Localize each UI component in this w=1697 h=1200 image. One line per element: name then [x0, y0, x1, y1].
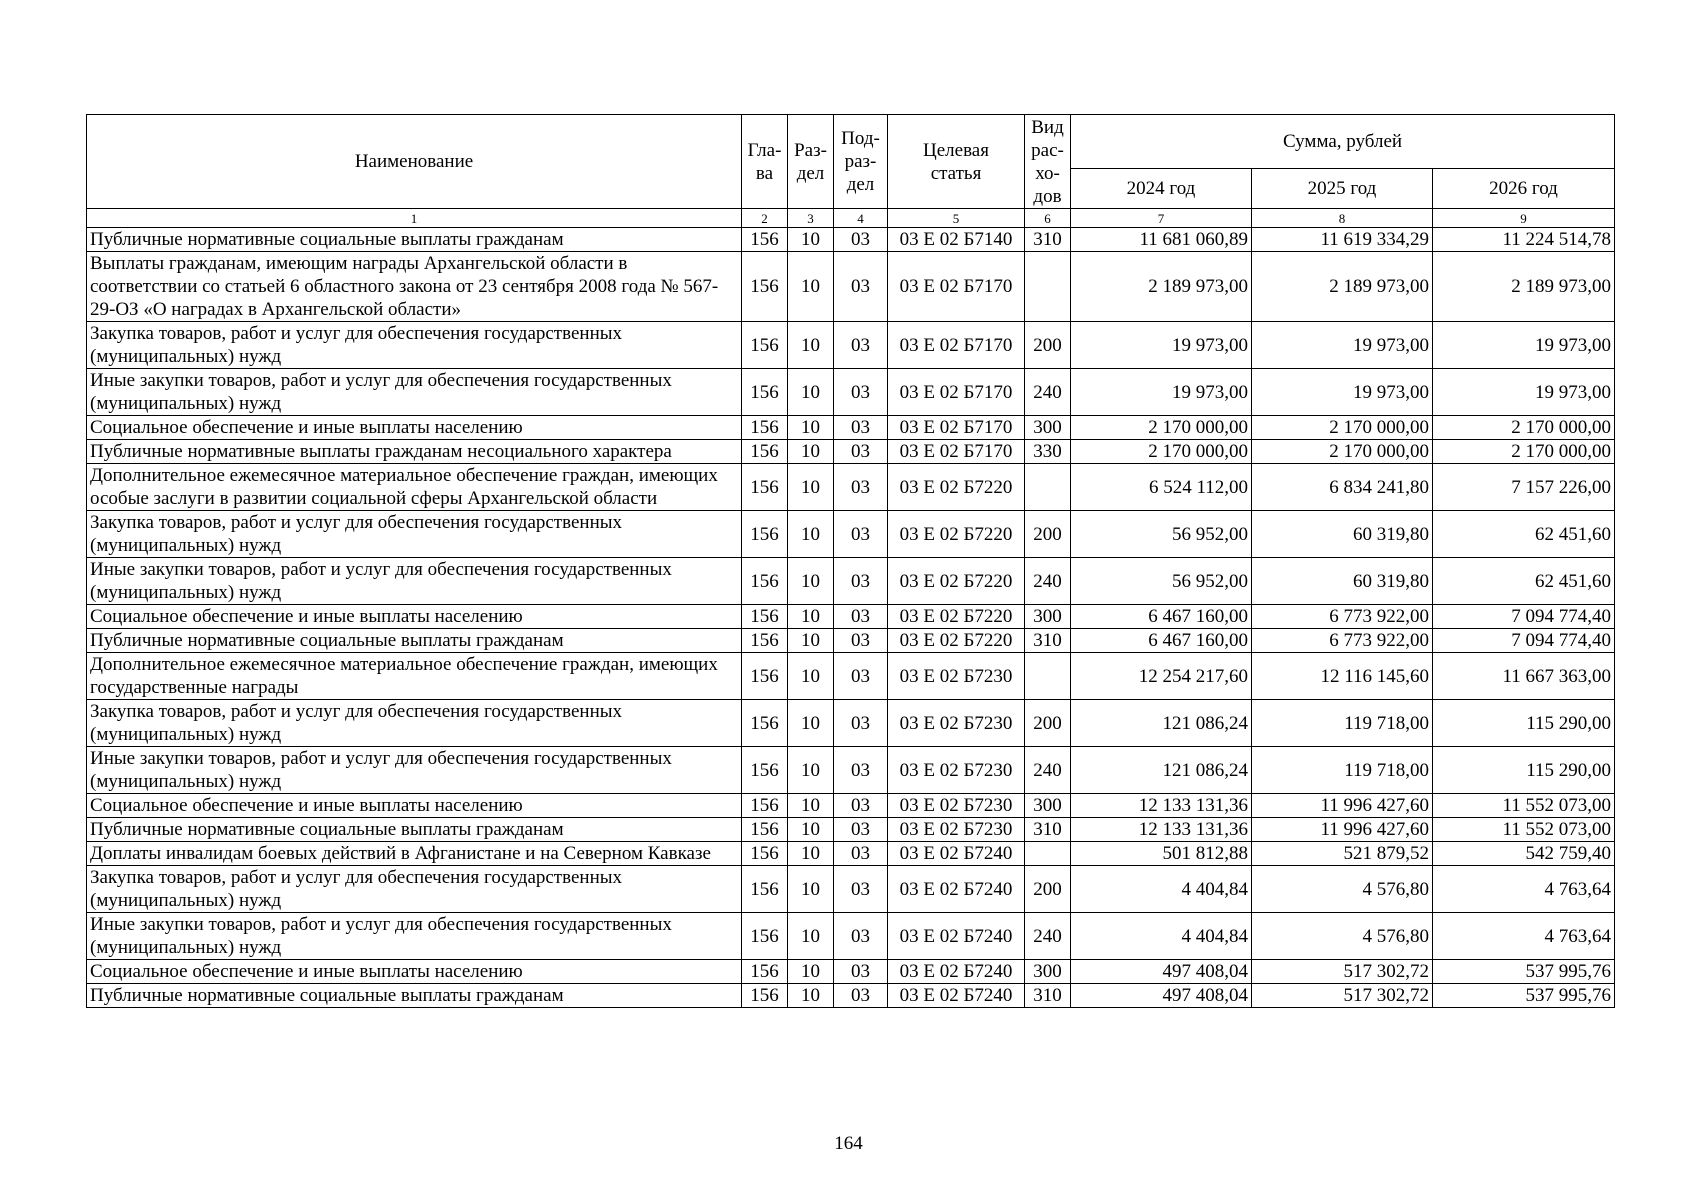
cell-target: 03 Е 02 Б7170	[888, 369, 1025, 416]
cell-target: 03 Е 02 Б7240	[888, 984, 1025, 1008]
cell-sum-2026: 7 094 774,40	[1433, 605, 1615, 629]
cell-sum-2024: 56 952,00	[1071, 558, 1252, 605]
table-row	[87, 416, 1615, 440]
cell-chapter: 156	[742, 605, 788, 629]
cell-chapter: 156	[742, 464, 788, 511]
cell-subsection: 03	[834, 984, 888, 1008]
cell-expense-type	[1025, 252, 1071, 322]
table-row	[87, 369, 1615, 416]
table-row	[87, 700, 1615, 747]
table-row	[87, 322, 1615, 369]
cell-sum-2024: 19 973,00	[1071, 369, 1252, 416]
cell-sum-2026: 537 995,76	[1433, 960, 1615, 984]
cell-sum-2024: 56 952,00	[1071, 511, 1252, 558]
cell-subsection: 03	[834, 605, 888, 629]
cell-chapter: 156	[742, 369, 788, 416]
cell-expense-type: 200	[1025, 700, 1071, 747]
cell-sum-2025: 11 996 427,60	[1252, 794, 1433, 818]
cell-section: 10	[788, 464, 834, 511]
table-row	[87, 252, 1615, 322]
cell-name: Социальное обеспечение и иные выплаты населению	[87, 605, 742, 629]
cell-section: 10	[788, 322, 834, 369]
cell-name: Закупка товаров, работ и услуг для обеспечения государственных (муниципальных) нужд	[87, 511, 742, 558]
column-number: 9	[1433, 209, 1615, 228]
cell-subsection: 03	[834, 866, 888, 913]
table-row	[87, 913, 1615, 960]
cell-sum-2025: 6 773 922,00	[1252, 605, 1433, 629]
header-chapter: Гла- ва	[742, 115, 788, 209]
cell-sum-2024: 6 467 160,00	[1071, 605, 1252, 629]
page-number: 164	[834, 1133, 863, 1154]
table-row	[87, 747, 1615, 794]
cell-section: 10	[788, 653, 834, 700]
cell-sum-2026: 19 973,00	[1433, 322, 1615, 369]
column-number: 3	[788, 209, 834, 228]
cell-expense-type: 200	[1025, 322, 1071, 369]
cell-chapter: 156	[742, 511, 788, 558]
cell-target: 03 Е 02 Б7170	[888, 322, 1025, 369]
cell-subsection: 03	[834, 913, 888, 960]
cell-expense-type: 200	[1025, 866, 1071, 913]
cell-chapter: 156	[742, 322, 788, 369]
cell-sum-2026: 11 224 514,78	[1433, 228, 1615, 252]
cell-sum-2024: 11 681 060,89	[1071, 228, 1252, 252]
header-name: Наименование	[87, 115, 742, 209]
cell-subsection: 03	[834, 252, 888, 322]
cell-name: Иные закупки товаров, работ и услуг для обеспечения государственных (муниципальных) нужд	[87, 747, 742, 794]
cell-sum-2026: 7 094 774,40	[1433, 629, 1615, 653]
cell-name: Социальное обеспечение и иные выплаты населению	[87, 416, 742, 440]
cell-expense-type	[1025, 653, 1071, 700]
cell-sum-2024: 12 133 131,36	[1071, 818, 1252, 842]
cell-sum-2024: 12 254 217,60	[1071, 653, 1252, 700]
cell-sum-2024: 2 170 000,00	[1071, 416, 1252, 440]
cell-sum-2026: 4 763,64	[1433, 866, 1615, 913]
cell-name: Публичные нормативные социальные выплаты гражданам	[87, 984, 742, 1008]
cell-name: Закупка товаров, работ и услуг для обеспечения государственных (муниципальных) нужд	[87, 866, 742, 913]
table-row	[87, 605, 1615, 629]
cell-chapter: 156	[742, 629, 788, 653]
cell-sum-2025: 11 619 334,29	[1252, 228, 1433, 252]
cell-expense-type: 240	[1025, 747, 1071, 794]
cell-expense-type: 330	[1025, 440, 1071, 464]
cell-name: Дополнительное ежемесячное материальное обеспечение граждан, имеющих государственные награды	[87, 653, 742, 700]
table-row	[87, 558, 1615, 605]
cell-subsection: 03	[834, 747, 888, 794]
cell-sum-2025: 521 879,52	[1252, 842, 1433, 866]
cell-expense-type: 300	[1025, 960, 1071, 984]
cell-name: Публичные нормативные выплаты гражданам несоциального характера	[87, 440, 742, 464]
cell-sum-2026: 537 995,76	[1433, 984, 1615, 1008]
cell-subsection: 03	[834, 629, 888, 653]
table-row	[87, 984, 1615, 1008]
cell-subsection: 03	[834, 464, 888, 511]
cell-subsection: 03	[834, 322, 888, 369]
cell-section: 10	[788, 866, 834, 913]
cell-sum-2024: 6 524 112,00	[1071, 464, 1252, 511]
cell-name: Публичные нормативные социальные выплаты гражданам	[87, 818, 742, 842]
table-row	[87, 464, 1615, 511]
table-row	[87, 440, 1615, 464]
header-subsection: Под- раз- дел	[834, 115, 888, 209]
cell-chapter: 156	[742, 866, 788, 913]
cell-sum-2025: 12 116 145,60	[1252, 653, 1433, 700]
cell-expense-type: 310	[1025, 984, 1071, 1008]
cell-target: 03 Е 02 Б7220	[888, 464, 1025, 511]
cell-sum-2026: 4 763,64	[1433, 913, 1615, 960]
table-row	[87, 511, 1615, 558]
cell-section: 10	[788, 416, 834, 440]
cell-sum-2024: 2 170 000,00	[1071, 440, 1252, 464]
cell-sum-2025: 11 996 427,60	[1252, 818, 1433, 842]
cell-subsection: 03	[834, 653, 888, 700]
cell-expense-type	[1025, 842, 1071, 866]
cell-name: Закупка товаров, работ и услуг для обеспечения государственных (муниципальных) нужд	[87, 322, 742, 369]
cell-sum-2025: 517 302,72	[1252, 960, 1433, 984]
cell-sum-2024: 121 086,24	[1071, 700, 1252, 747]
cell-sum-2025: 119 718,00	[1252, 700, 1433, 747]
cell-section: 10	[788, 511, 834, 558]
cell-name: Закупка товаров, работ и услуг для обеспечения государственных (муниципальных) нужд	[87, 700, 742, 747]
header-section: Раз- дел	[788, 115, 834, 209]
cell-target: 03 Е 02 Б7240	[888, 866, 1025, 913]
cell-expense-type	[1025, 464, 1071, 511]
cell-subsection: 03	[834, 369, 888, 416]
table-row	[87, 818, 1615, 842]
cell-chapter: 156	[742, 416, 788, 440]
column-number: 7	[1071, 209, 1252, 228]
header-year-2026: 2026 год	[1433, 169, 1615, 209]
cell-sum-2025: 19 973,00	[1252, 369, 1433, 416]
cell-chapter: 156	[742, 440, 788, 464]
cell-sum-2026: 7 157 226,00	[1433, 464, 1615, 511]
cell-expense-type: 310	[1025, 629, 1071, 653]
cell-name: Доплаты инвалидам боевых действий в Афганистане и на Северном Кавказе	[87, 842, 742, 866]
cell-subsection: 03	[834, 700, 888, 747]
cell-chapter: 156	[742, 984, 788, 1008]
cell-name: Социальное обеспечение и иные выплаты населению	[87, 960, 742, 984]
cell-name: Публичные нормативные социальные выплаты гражданам	[87, 228, 742, 252]
table-row	[87, 866, 1615, 913]
cell-target: 03 Е 02 Б7140	[888, 228, 1025, 252]
cell-target: 03 Е 02 Б7170	[888, 440, 1025, 464]
cell-section: 10	[788, 369, 834, 416]
cell-name: Иные закупки товаров, работ и услуг для обеспечения государственных (муниципальных) нужд	[87, 913, 742, 960]
cell-target: 03 Е 02 Б7220	[888, 511, 1025, 558]
cell-sum-2024: 4 404,84	[1071, 913, 1252, 960]
table-row	[87, 842, 1615, 866]
table-row	[87, 228, 1615, 252]
cell-sum-2025: 119 718,00	[1252, 747, 1433, 794]
cell-target: 03 Е 02 Б7240	[888, 960, 1025, 984]
cell-expense-type: 310	[1025, 818, 1071, 842]
cell-section: 10	[788, 913, 834, 960]
table-row	[87, 794, 1615, 818]
cell-section: 10	[788, 842, 834, 866]
cell-chapter: 156	[742, 653, 788, 700]
cell-target: 03 Е 02 Б7230	[888, 747, 1025, 794]
cell-name: Социальное обеспечение и иные выплаты населению	[87, 794, 742, 818]
cell-sum-2025: 2 170 000,00	[1252, 416, 1433, 440]
cell-sum-2025: 60 319,80	[1252, 558, 1433, 605]
cell-subsection: 03	[834, 960, 888, 984]
cell-target: 03 Е 02 Б7240	[888, 913, 1025, 960]
column-number: 5	[888, 209, 1025, 228]
cell-sum-2025: 4 576,80	[1252, 866, 1433, 913]
cell-expense-type: 200	[1025, 511, 1071, 558]
cell-section: 10	[788, 629, 834, 653]
cell-sum-2025: 19 973,00	[1252, 322, 1433, 369]
cell-section: 10	[788, 747, 834, 794]
cell-sum-2024: 2 189 973,00	[1071, 252, 1252, 322]
cell-subsection: 03	[834, 818, 888, 842]
header-sum: Сумма, рублей	[1071, 115, 1615, 169]
cell-sum-2024: 6 467 160,00	[1071, 629, 1252, 653]
header-target: Целевая статья	[888, 115, 1025, 209]
cell-expense-type: 240	[1025, 369, 1071, 416]
cell-expense-type: 300	[1025, 794, 1071, 818]
cell-target: 03 Е 02 Б7170	[888, 416, 1025, 440]
column-number: 4	[834, 209, 888, 228]
cell-chapter: 156	[742, 252, 788, 322]
cell-target: 03 Е 02 Б7220	[888, 558, 1025, 605]
cell-sum-2026: 19 973,00	[1433, 369, 1615, 416]
cell-sum-2024: 497 408,04	[1071, 960, 1252, 984]
cell-expense-type: 300	[1025, 605, 1071, 629]
cell-chapter: 156	[742, 794, 788, 818]
cell-sum-2026: 542 759,40	[1433, 842, 1615, 866]
cell-sum-2025: 6 773 922,00	[1252, 629, 1433, 653]
header-expense-type: Вид рас- хо- дов	[1025, 115, 1071, 209]
cell-subsection: 03	[834, 842, 888, 866]
table-body	[87, 228, 1615, 1008]
cell-section: 10	[788, 818, 834, 842]
cell-sum-2026: 11 667 363,00	[1433, 653, 1615, 700]
cell-sum-2025: 4 576,80	[1252, 913, 1433, 960]
cell-sum-2024: 4 404,84	[1071, 866, 1252, 913]
cell-target: 03 Е 02 Б7230	[888, 653, 1025, 700]
cell-chapter: 156	[742, 842, 788, 866]
cell-sum-2026: 2 170 000,00	[1433, 416, 1615, 440]
cell-target: 03 Е 02 Б7230	[888, 818, 1025, 842]
cell-target: 03 Е 02 Б7220	[888, 605, 1025, 629]
cell-expense-type: 240	[1025, 558, 1071, 605]
cell-sum-2024: 501 812,88	[1071, 842, 1252, 866]
cell-subsection: 03	[834, 228, 888, 252]
cell-section: 10	[788, 700, 834, 747]
cell-sum-2026: 62 451,60	[1433, 558, 1615, 605]
cell-section: 10	[788, 558, 834, 605]
cell-sum-2025: 2 170 000,00	[1252, 440, 1433, 464]
cell-name: Иные закупки товаров, работ и услуг для обеспечения государственных (муниципальных) нужд	[87, 369, 742, 416]
cell-target: 03 Е 02 Б7230	[888, 794, 1025, 818]
column-numbers-row	[87, 209, 1615, 228]
cell-sum-2026: 115 290,00	[1433, 747, 1615, 794]
cell-section: 10	[788, 794, 834, 818]
cell-sum-2024: 19 973,00	[1071, 322, 1252, 369]
cell-sum-2025: 2 189 973,00	[1252, 252, 1433, 322]
table-row	[87, 629, 1615, 653]
cell-chapter: 156	[742, 228, 788, 252]
cell-chapter: 156	[742, 747, 788, 794]
header-year-2024: 2024 год	[1071, 169, 1252, 209]
cell-sum-2026: 11 552 073,00	[1433, 818, 1615, 842]
column-number: 6	[1025, 209, 1071, 228]
cell-chapter: 156	[742, 818, 788, 842]
column-number: 8	[1252, 209, 1433, 228]
cell-name: Публичные нормативные социальные выплаты гражданам	[87, 629, 742, 653]
cell-chapter: 156	[742, 700, 788, 747]
cell-sum-2025: 517 302,72	[1252, 984, 1433, 1008]
cell-expense-type: 310	[1025, 228, 1071, 252]
header-year-2025: 2025 год	[1252, 169, 1433, 209]
cell-expense-type: 300	[1025, 416, 1071, 440]
cell-section: 10	[788, 960, 834, 984]
cell-name: Дополнительное ежемесячное материальное обеспечение граждан, имеющих особые заслуги в развитии социальной сферы Архангельской области	[87, 464, 742, 511]
cell-section: 10	[788, 440, 834, 464]
cell-chapter: 156	[742, 558, 788, 605]
budget-table	[86, 114, 1615, 1008]
cell-name: Иные закупки товаров, работ и услуг для обеспечения государственных (муниципальных) нужд	[87, 558, 742, 605]
cell-sum-2024: 121 086,24	[1071, 747, 1252, 794]
table-row	[87, 653, 1615, 700]
cell-target: 03 Е 02 Б7220	[888, 629, 1025, 653]
cell-subsection: 03	[834, 440, 888, 464]
cell-sum-2024: 497 408,04	[1071, 984, 1252, 1008]
cell-subsection: 03	[834, 416, 888, 440]
cell-sum-2026: 2 170 000,00	[1433, 440, 1615, 464]
cell-sum-2026: 2 189 973,00	[1433, 252, 1615, 322]
cell-subsection: 03	[834, 511, 888, 558]
cell-section: 10	[788, 984, 834, 1008]
cell-target: 03 Е 02 Б7240	[888, 842, 1025, 866]
cell-section: 10	[788, 252, 834, 322]
cell-chapter: 156	[742, 960, 788, 984]
cell-sum-2026: 11 552 073,00	[1433, 794, 1615, 818]
cell-chapter: 156	[742, 913, 788, 960]
cell-section: 10	[788, 228, 834, 252]
cell-subsection: 03	[834, 558, 888, 605]
column-number: 1	[87, 209, 742, 228]
table-row	[87, 960, 1615, 984]
cell-sum-2025: 6 834 241,80	[1252, 464, 1433, 511]
cell-subsection: 03	[834, 794, 888, 818]
table-header	[87, 115, 1615, 228]
cell-target: 03 Е 02 Б7230	[888, 700, 1025, 747]
column-number: 2	[742, 209, 788, 228]
cell-section: 10	[788, 605, 834, 629]
cell-sum-2025: 60 319,80	[1252, 511, 1433, 558]
cell-expense-type: 240	[1025, 913, 1071, 960]
cell-name: Выплаты гражданам, имеющим награды Архангельской области в соответствии со статьей 6 областного закона от 23 сентября 2008 года № 567-29-ОЗ «О наградах в Архангельской области»	[87, 252, 742, 322]
cell-sum-2026: 62 451,60	[1433, 511, 1615, 558]
cell-target: 03 Е 02 Б7170	[888, 252, 1025, 322]
cell-sum-2024: 12 133 131,36	[1071, 794, 1252, 818]
cell-sum-2026: 115 290,00	[1433, 700, 1615, 747]
